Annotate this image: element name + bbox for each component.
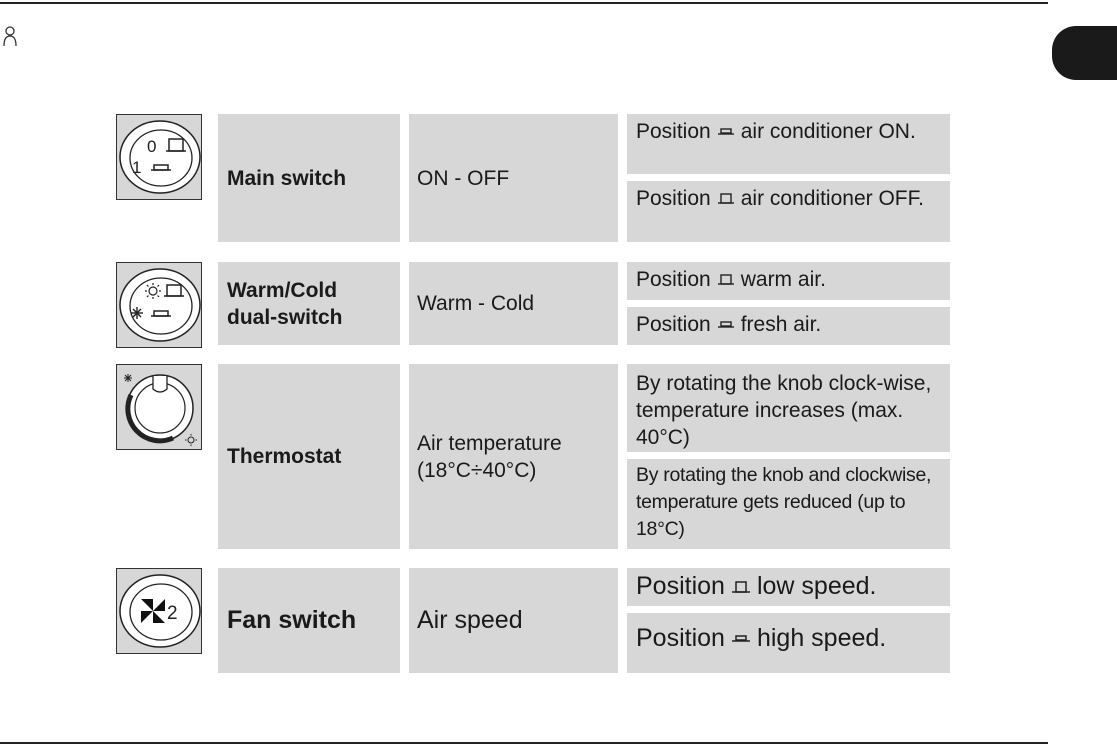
fan-desc-high: Position high speed. [627,613,950,673]
warm-cold-switch-icon [116,262,202,348]
row-function-main-switch: ON - OFF [409,114,618,242]
thermostat-knob-icon [116,364,202,450]
released-position-icon [731,580,751,595]
released-position-icon [717,273,735,287]
bottom-rule [0,742,1048,744]
main-switch-icon [116,114,202,200]
row-name-main-switch: Main switch [218,114,400,242]
warm-cold-desc-warm: Position warm air. [627,262,950,300]
row-name-thermostat: Thermostat [218,364,400,549]
pressed-position-icon [717,127,735,137]
row-function-warm-cold: Warm - Cold [409,262,618,345]
row-name-warm-cold: Warm/Cold dual-switch [218,262,400,345]
fan-switch-icon [116,568,202,654]
top-rule [0,2,1048,4]
switch-label-1: 1 [132,158,142,177]
main-switch-desc-off: Position air conditioner OFF. [627,181,950,242]
person-outline-icon [2,24,18,50]
row-name-fan-switch: Fan switch [218,568,400,673]
switch-label-0: 0 [147,137,157,156]
row-function-fan-switch: Air speed [409,568,618,673]
chapter-tab [1052,26,1117,80]
pressed-position-icon [717,320,735,330]
released-position-icon [717,192,735,206]
thermostat-desc-decrease: By rotating the knob and clockwise, temperature gets reduced (up to 18°C) [627,459,950,549]
fan-desc-low: Position low speed. [627,568,950,606]
pressed-position-icon [731,634,751,644]
warm-cold-desc-fresh: Position fresh air. [627,307,950,345]
main-switch-desc-on: Position air conditioner ON. [627,114,950,174]
row-function-thermostat: Air temperature (18°C÷40°C) [409,364,618,549]
thermostat-desc-increase: By rotating the knob clock-wise, temperature increases (max. 40°C) [627,364,950,452]
fan-speed-label: 2 [167,603,178,624]
